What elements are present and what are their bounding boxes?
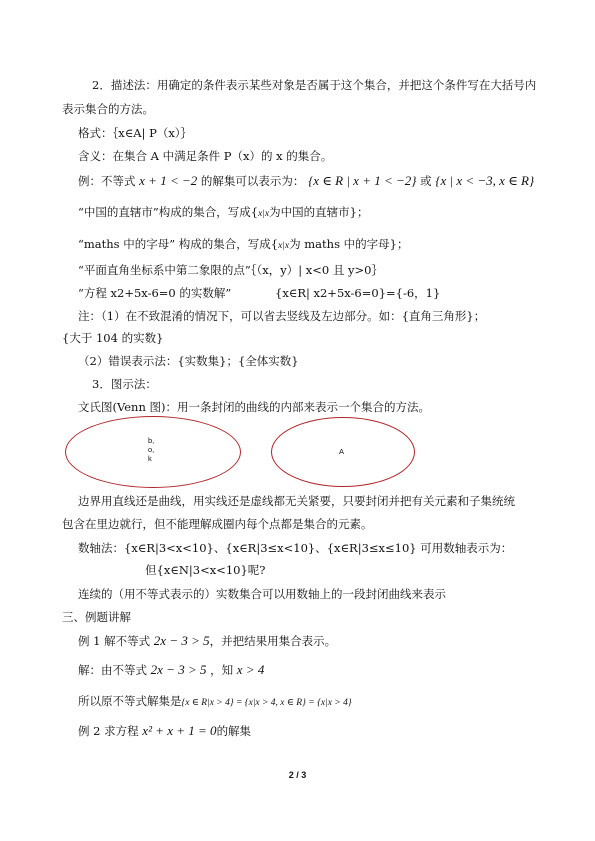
set-formula-2: {x | x < −3, x ∈ R} bbox=[435, 173, 535, 188]
element-label: k bbox=[148, 454, 152, 463]
section-diagram-method: 3．图示法： bbox=[92, 377, 157, 391]
set-var: x|x bbox=[278, 241, 290, 251]
border-line2: 包含在里边就行，但不能理解成圈内每个点都是集合的元素。 bbox=[62, 517, 373, 531]
set-formula-1: {x ∈ R | x + 1 < −2} bbox=[308, 173, 417, 188]
text-part: 例 1 解不等式 bbox=[78, 634, 151, 648]
note-line3: （2）错误表示法：{实数集}；{全体实数} bbox=[78, 354, 299, 368]
text-part: 例 2 求方程 bbox=[78, 724, 139, 738]
example-equation-solutions: “方程 x2+5x-6=0 的实数解” bbox=[78, 286, 232, 300]
number-axis-line2: 但{x∈N|3<x<10}呢? bbox=[145, 563, 266, 577]
example-china-cities bbox=[78, 205, 368, 221]
inequality-formula: 2x − 3 > 5 bbox=[150, 662, 207, 677]
text-part: “中国的直辖市”构成的集合，写成{ bbox=[78, 205, 259, 219]
inequality-formula: 2x − 3 > 5 bbox=[153, 633, 210, 648]
text-part: ，并把结果用集合表示。 bbox=[209, 634, 337, 648]
inequality-formula: x + 1 < −2 bbox=[139, 173, 198, 188]
text-part: 所以原不等式解集是 bbox=[78, 694, 182, 708]
example-prefix: 例：不等式 bbox=[78, 174, 136, 188]
section-examples: 三、例题讲解 bbox=[62, 610, 131, 624]
solution-set-formula: {x ∈ R|x > 4} = {x|x > 4, x ∈ R} = {x|x > 4} bbox=[181, 698, 352, 708]
example-equation-set: {x∈R| x2+5x-6=0}={-6，1} bbox=[275, 286, 441, 300]
example2-line bbox=[78, 724, 251, 738]
number-axis-line1: 数轴法：{x∈R|3<x<10}、{x∈R|3≤x<10}、{x∈R|3≤x≤10} 可用数轴表示为： bbox=[78, 541, 513, 555]
example-mid: 的解集可以表示为： bbox=[200, 174, 305, 188]
example-inequality-line bbox=[78, 174, 534, 188]
element-label: b, bbox=[148, 436, 155, 445]
venn-ellipse-2-label: A bbox=[339, 447, 345, 456]
note-line1: 注：（1）在不致混淆的情况下，可以省去竖线及左边部分。如：{直角三角形}； bbox=[78, 309, 486, 323]
text-part: ，知 bbox=[210, 663, 234, 677]
example-maths-letters bbox=[78, 237, 408, 253]
page-number: 2 / 3 bbox=[288, 770, 307, 780]
text-part: “maths 中的字母” 构成的集合，写成{ bbox=[78, 237, 279, 251]
solution-line1 bbox=[78, 663, 264, 677]
solution-line2 bbox=[78, 694, 352, 710]
format-line: 格式：｛x∈A| P（x）｝ bbox=[78, 126, 193, 140]
text-part: 解：由不等式 bbox=[78, 663, 147, 677]
element-label: o, bbox=[148, 445, 155, 454]
para-description-method-line2: 表示集合的方法。 bbox=[62, 102, 154, 116]
text-part: 为中国的直辖市}； bbox=[269, 205, 369, 219]
or-word: 或 bbox=[420, 174, 432, 188]
equation-formula: x² + x + 1 = 0 bbox=[142, 723, 217, 738]
para-description-method-line1: 2．描述法：用确定的条件表示某些对象是否属于这个集合，并把这个条件写在大括号内 bbox=[92, 78, 537, 92]
border-line1: 边界用直线还是曲线，用实线还是虚线都无关紧要，只要封闭并把有关元素和子集统统 bbox=[78, 494, 515, 508]
result-formula: x > 4 bbox=[236, 662, 265, 677]
text-part: 为 maths 中的字母}； bbox=[289, 237, 409, 251]
example1-line bbox=[78, 634, 336, 648]
example-quadrant-points: “平面直角坐标系中第二象限的点”｛（x，y）| x<0 且 y>0｝ bbox=[78, 263, 383, 277]
meaning-line: 含义：在集合 A 中满足条件 P（x）的 x 的集合。 bbox=[78, 149, 333, 163]
note-line2: {大于 104 的实数} bbox=[62, 331, 164, 345]
venn-ellipse-1-labels bbox=[148, 436, 154, 463]
continuous-set-line: 连续的（用不等式表示的）实数集合可以用数轴上的一段封闭曲线来表示 bbox=[78, 587, 446, 601]
set-var: x|x bbox=[258, 209, 270, 219]
venn-definition: 文氏图(Venn 图)：用一条封闭的曲线的内部来表示一个集合的方法。 bbox=[78, 400, 430, 414]
text-part: 的解集 bbox=[216, 724, 252, 738]
